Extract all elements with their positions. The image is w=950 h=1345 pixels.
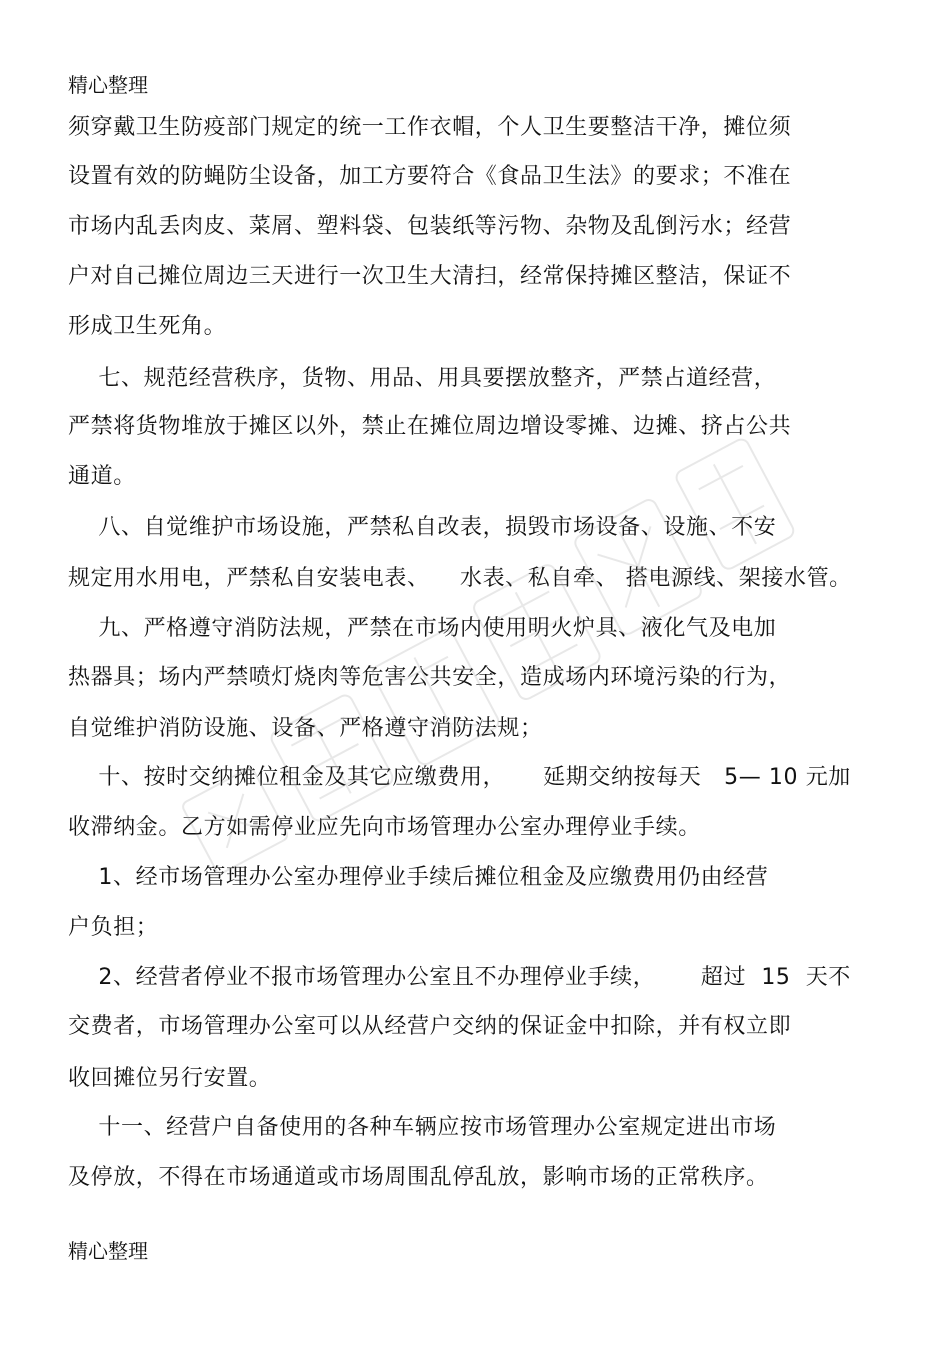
text-line: 户负担； <box>68 915 159 940</box>
text-line: 热器具；场内严禁喷灯烧肉等危害公共安全，造成场内环境污染的行为， <box>68 665 792 690</box>
text-line: 交费者，市场管理办公室可以从经营户交纳的保证金中扣除，并有权立即 <box>68 1014 792 1039</box>
text-line: 自觉维护消防设施、设备、严格遵守消防法规； <box>68 716 543 741</box>
text-line: 2、经营者停业不报市场管理办公室且不办理停业手续， 超过 15 天不 <box>68 965 851 990</box>
text-line: 及停放，不得在市场通道或市场周围乱停乱放，影响市场的正常秩序。 <box>68 1165 769 1190</box>
text-line: 收回摊位另行安置。 <box>68 1066 272 1091</box>
text-line: 十、按时交纳摊位租金及其它应缴费用， 延期交纳按每天 5— 10 元加 <box>68 765 851 790</box>
text-line: 形成卫生死角。 <box>68 314 227 339</box>
text-line: 收滞纳金。乙方如需停业应先向市场管理办公室办理停业手续。 <box>68 815 701 840</box>
page-header: 精心整理 <box>68 73 148 97</box>
text-line: 户对自己摊位周边三天进行一次卫生大清扫，经常保持摊区整洁，保证不 <box>68 264 792 289</box>
text-line: 七、规范经营秩序，货物、用品、用具要摆放整齐，严禁占道经营， <box>68 366 777 391</box>
text-line: 规定用水用电，严禁私自安装电表、 水表、私自牵、 搭电源线、架接水管。 <box>68 566 852 591</box>
text-line: 1、经市场管理办公室办理停业手续后摊位租金及应缴费用仍由经营 <box>68 865 769 890</box>
page-footer: 精心整理 <box>68 1239 148 1263</box>
text-line: 须穿戴卫生防疫部门规定的统一工作衣帽，个人卫生要整洁干净，摊位须 <box>68 115 792 140</box>
text-line: 十一、经营户自备使用的各种车辆应按市场管理办公室规定进出市场 <box>68 1115 777 1140</box>
text-line: 通道。 <box>68 464 136 489</box>
text-line: 严禁将货物堆放于摊区以外，禁止在摊位周边增设零摊、边摊、挤占公共 <box>68 414 792 439</box>
text-line: 设置有效的防蝇防尘设备，加工方要符合《食品卫生法》的要求；不准在 <box>68 164 792 189</box>
text-line: 市场内乱丢肉皮、菜屑、塑料袋、包装纸等污物、杂物及乱倒污水；经营 <box>68 214 792 239</box>
text-line: 八、自觉维护市场设施，严禁私自改表，损毁市场设备、设施、不安 <box>68 515 777 540</box>
text-line: 九、严格遵守消防法规，严禁在市场内使用明火炉具、液化气及电加 <box>68 616 777 641</box>
